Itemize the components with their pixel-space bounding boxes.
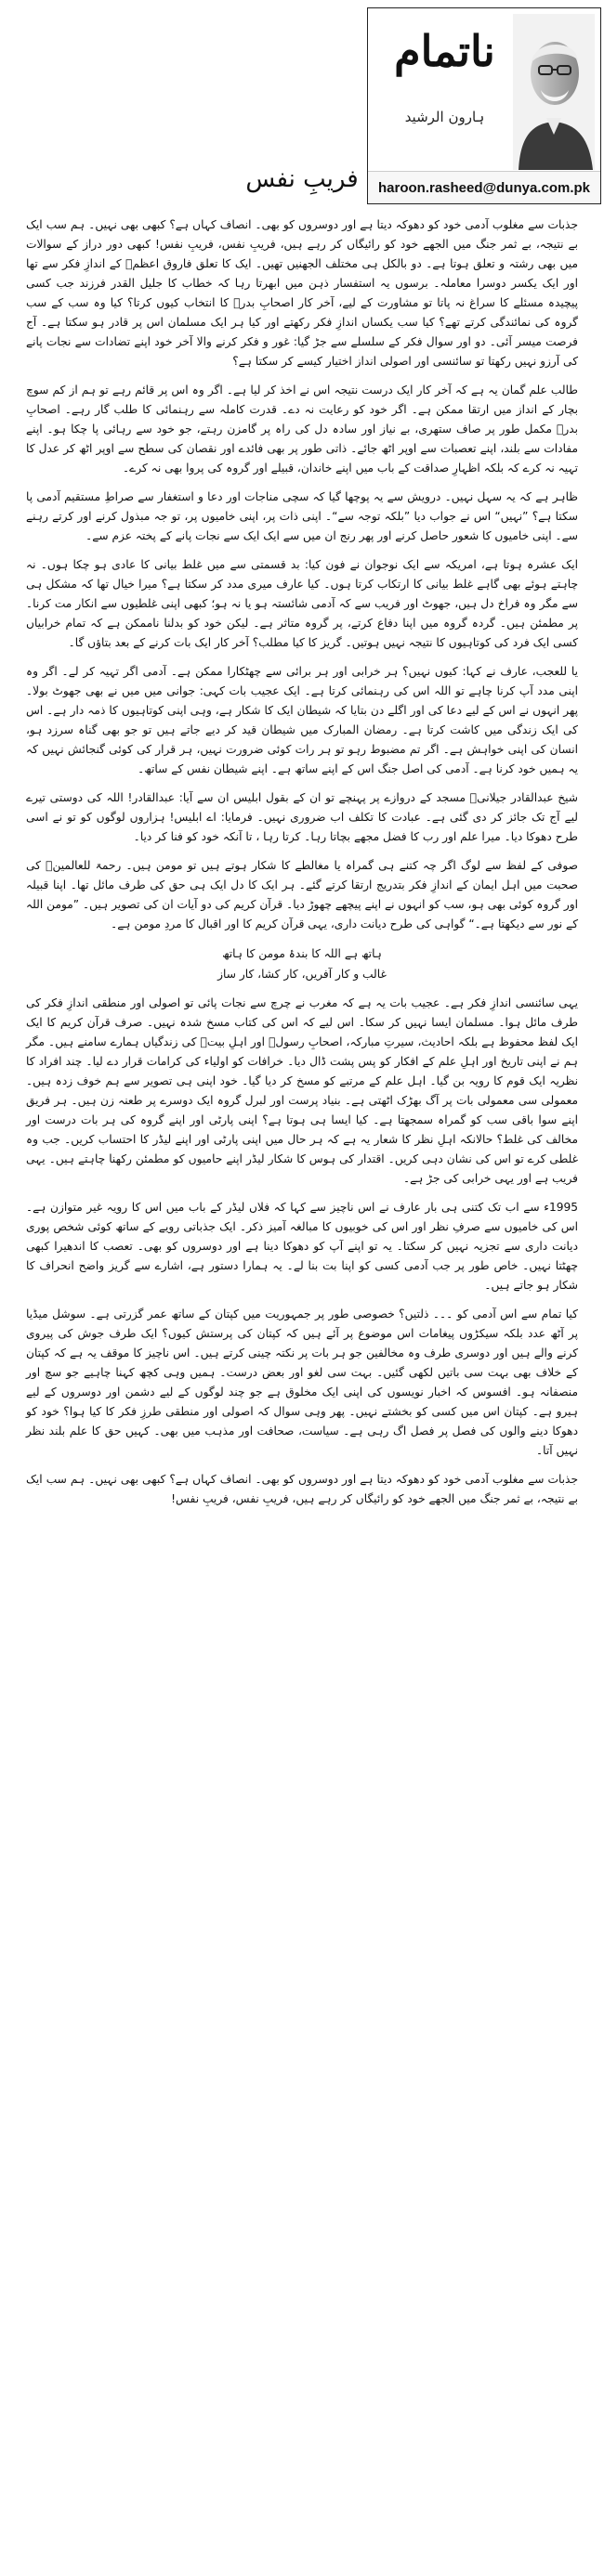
article-paragraph: یا للعجب، عارف نے کہا: کیوں نہیں؟ ہر خرابی اور ہر برائی سے چھٹکارا ممکن ہے۔ آدمی اگر تہیہ کر لے۔ اگر وہ اپنی مدد آپ کرنا چاہے تو اللہ اس کی رہنمائی کرتا ہے۔ ایک عجیب بات کہی: جوانی میں میں نے بھی جھوٹ بولا۔ پھر انہوں نے اس کے لیے دعا کی اور اگلے دن بتایا کہ شیطان ایک کا شکار ہے، وہی اپنی کوتاہیوں کا ذمہ دار ہے۔ اس کی ایک زندگی میں کاشت کرتا ہے۔ رمضان المبارک میں شیطان قید کر دیے جاتے ہیں تو جو بھی گناہ سرزد ہو، انسان کی اپنی خواہش ہے۔ اگر تم مضبوط رہو تو ہر رات کوئی ضرورت نہیں، ہر قرار کی کوئی گنجائش نہیں کہ یہ ہمیں خود کرنا ہے۔ آدمی کی اصل جنگ اس کے اپنے ساتھ ہے۔ اپنے شیطان نفس کے ساتھ۔ — [26, 665, 578, 775]
author-portrait — [513, 14, 595, 170]
couplet-line: غالب و کار آفریں، کار کشا، کار ساز — [217, 968, 387, 981]
column-header — [0, 0, 604, 223]
article-paragraph: کیا تمام سے اس آدمی کو ۔۔۔ ذلتیں؟ خصوصی طور پر جمہوریت میں کپتان کے ساتھ عمر گزرتی ہے۔ سوشل میڈیا پر آٹھ عدد بلکہ سیکڑوں پیغامات اس موضوع پر آئے ہیں کہ کپتان کی پرستش کیوں؟ ایک طرف جوش کی پیروی کرنے والے ہیں اور دوسری طرف وہ مخالفین جو ہر بات پر نکتہ چینی کرتے ہیں۔ اس ناچیز کا موقف یہ ہے کہ کپتان کے خلاف بھی بہت سی باتیں لکھی گئیں۔ بہت سی لغو اور بعض درست۔ ہمیں وہی کچھ کہنا چاہیے جو سچ اور منصفانہ ہو۔ افسوس کہ اخبار نویسوں کی اپنی ایک مخلوق ہے جو چند لوگوں کے لیے دشمن اور دوسروں کے لیے ہیرو ہے۔ کپتان اس میں کسی کو بخشتے نہیں۔ پھر وہی سوال کہ اصولی اور منطقی طرزِ فکر کا کیا ہوا؟ خود کو دھوکا دینے والوں کی فصل پر فصل اگ رہی ہے۔ سیاست، صحافت اور مذہب میں بھی۔ کہیں حق کا علم بلند نظر نہیں آتا۔ — [26, 1308, 578, 1457]
article-paragraph: 1995ء سے اب تک کتنی ہی بار عارف نے اس ناچیز سے کہا کہ فلاں لیڈر کے باب میں اس کا رویہ غیر متوازن ہے۔ اس کی خامیوں سے صرفِ نظر اور اس کی خوبیوں کا مبالغہ آمیز ذکر۔ ایک جذباتی رویے کے ساتھ کوئی شخص پوری دیانت داری سے تجزیہ نہیں کر سکتا۔ یہ تو اپنے آپ کو دھوکا دینا ہے اور دوسروں کو بھی۔ تعصب کا اندھیرا کبھی چھٹتا نہیں۔ خاص طور پر جب آدمی کسی کو اپنا بت بنا لے۔ یہ ہمارا دستور ہے، اشارے سے گریز واضح انحراف کا شکار ہو جاتے ہیں۔ — [26, 1201, 578, 1292]
article-closing-paragraph: جذبات سے مغلوب آدمی خود کو دھوکہ دیتا ہے اور دوسروں کو بھی۔ انصاف کہاں ہے؟ کبھی بھی نہیں۔ ہم سب ایک بے نتیجہ، بے ثمر جنگ میں الجھے خود کو رائیگاں کر رہے ہیں، فریبِ نفس، فریبِ نفس! — [26, 1473, 578, 1505]
author-name: ہارون الرشید — [404, 109, 485, 125]
article-paragraph: یہی سائنسی اندازِ فکر ہے۔ عجیب بات یہ ہے کہ مغرب نے چرچ سے نجات پائی تو اصولی اور منطقی اندازِ فکر کی طرف مائل ہوا۔ مسلمان ایسا نہیں کر سکا۔ اس لیے کہ اس کی کتاب مسخ شدہ نہیں۔ صرف قرآن کریم کا ایک ایک لفظ محفوظ ہے بلکہ احادیث، سیرتِ مبارکہ، اصحابِ رسولؐ اور اہلِ بیتؓ کی زندگیاں ہمارے سامنے ہیں۔ مگر ہم نے اپنی تاریخ اور اہلِ علم کے افکار کو پس پشت ڈال دیا۔ خرافات کو اولیاء کی کرامات قرار دے لیا۔ چند افراد کا نظریہ ایک قوم کا رویہ بن گیا۔ اہل علم کے مرتبے کو مسخ کر دیا گیا۔ خود اپنی ہی تصویر سے ہم خوف زدہ ہیں۔ معمولی سی معمولی بات پر آگ بھڑک اٹھتی ہے۔ بنیاد پرست اور لبرل گروہ ایک دوسرے پر طعنہ زن ہیں۔ ہر فریق اپنے سوا باقی سب کو گمراہ سمجھتا ہے۔ کیا ایسا ہی ہوتا ہے؟ اپنی پارٹی اور اپنے گروہ کی ہر بات درست اور مخالف کی غلط؟ حالانکہ اہلِ نظر کا شعار یہ ہے کہ ہر حال میں اپنی پارٹی اور اپنے لیڈر کا احتساب کریں۔ جب وہ غلطی کرے تو اس کی نشان دہی کریں۔ اقتدار کی ہوس کا شکار لیڈر اپنے حامیوں کو مطمئن رکھنا چاہتے ہیں۔ یہی فریب ہے اور یہی خرابی کی جڑ ہے۔ — [26, 996, 578, 1185]
article-paragraph: صوفی کے لفظ سے لوگ اگر چہ کتنے ہی گمراہ یا مغالطے کا شکار ہوتے ہیں تو مومن ہیں۔ رحمۃ للعالمینؐ کی صحبت میں اہل ایمان کے اندازِ فکر بتدریج ارتقا کرتے گئے۔ ہر ایک کا دل ایک ہی حق کی طرف مائل تھا۔ اپنا قبیلہ اور گروہ کوئی بھی ہو، سب کو انہوں نے اپنے پیچھے چھوڑ دیا۔ قرآن کریم کی دو آیات ان کی تصویر ہیں۔ ”مومن اللہ کے نور سے دیکھتا ہے۔“ گواہی کی طرح دیانت داری، یہی قرآن کریم کا اور اقبال کا مردِ مومن ہے۔ — [26, 859, 578, 930]
poetry-couplet — [26, 943, 578, 984]
author-email[interactable]: haroon.rasheed@dunya.com.pk — [368, 171, 600, 203]
article-paragraph: ظاہر ہے کہ یہ سہل نہیں۔ درویش سے یہ پوچھا گیا کہ سچی مناجات اور دعا و استغفار سے صراطِ مستقیم آدمی پا سکتا ہے؟ ”نہیں“ اس نے جواب دیا ”بلکہ توجہ سے“۔ اپنی ذات پر، اپنی خامیوں پر، تو جہ مبذول کرنے اور کرتے رہنے سے۔ اپنی خامیوں کا شعور حاصل کرنے اور پھر رنج ان میں سے ایک ایک سے نجات پانے کے پختہ عزم سے۔ — [26, 490, 578, 542]
article-paragraph: طالب علم گمان یہ ہے کہ آخر کار ایک درست نتیجہ اس نے اخذ کر لیا ہے۔ اگر وہ اس پر قائم رہے تو ہم از کم سوچ بچار کے انداز میں ارتقا ممکن ہے۔ اگر خود کو رعایت نہ دے۔ قدرت کاملہ سے رہنمائی کا طلب گار رہے۔ اصحابِ بدرؓ مکمل طور پر صاف ستھری، بے نیاز اور سادہ دل کی راہ پر گامزن رہتے، جو خود سے رہائی پا چکا ہو۔ اپنے مفادات سے بلند، اپنے تعصبات سے اوپر اٹھ جائے۔ ذاتی طور پر بھی فائدے اور نقصان کی سطح سے اوپر اٹھ کر عدل کا تہیہ نہ کرے کہ بلکہ اظہارِ صداقت کے باب میں اپنے خاندان، قبیلے اور گروہ کی پروا بھی نہ کرے۔ — [26, 384, 578, 475]
article-paragraph: جذبات سے مغلوب آدمی خود کو دھوکہ دیتا ہے اور دوسروں کو بھی۔ انصاف کہاں ہے؟ کبھی بھی نہیں۔ ہم سب ایک بے نتیجہ، بے ثمر جنگ میں الجھے خود کو رائیگاں کر رہے ہیں، فریبِ نفس، فریبِ نفس! کبھی دور دراز کے سوالات میں بھی رشتہ و تعلق ہوتا ہے۔ دو بالکل ہی مختلف الجھنیں تھیں۔ ایک کا تعلق فاروق اعظمؓ کے اندازِ فکر سے تھا اور ایک یکسر دوسرا معاملہ۔ برسوں یہ استفسار ذہن میں ابھرتا رہا کہ خطاب کا جلیل القدر فرزند جب کسی پیچیدہ مسئلے کا سراغ نہ پاتا تو مشاورت کے لیے، آخر کار اصحابِ بدرؓ کا انتخاب کیوں کرتا؟ کیا وہ سب کے سب گروہ کی نمائندگی کرتے تھے؟ کیا سب یکساں اندازِ فکر رکھتے اور کیا ہر ایک مسلمان اس پر قادر ہو سکتا ہے۔ آج فرصت میسر آئی۔ دو اور سوال فکر کے سلسلے سے جڑ گیا: غور و فکر کرنے والا آخر خود اپنے تضادات سے نجات پانے کی آرزو نہیں رکھتا تو سائنسی اور اصولی انداز اختیار کیسے کر سکتا ہے؟ — [26, 218, 578, 368]
article-headline: فریبِ نفس — [245, 165, 359, 193]
article-paragraph: ایک عشرہ ہوتا ہے، امریکہ سے ایک نوجوان نے فون کیا: بد قسمتی سے میں غلط بیانی کا عادی ہو چکا ہوں۔ نہ چاہتے ہوئے بھی گاہے غلط بیانی کا ارتکاب کرتا ہوں۔ کیا عارف میری مدد کر سکتا ہے؟ میرا خیال تھا کہ مشکل ہی سے مگر وہ فراخ دل ہیں، جھوٹ اور فریب سے کہ آدمی شائستہ ہو یا نہ ہو؛ کبھی اپنی غلطیوں سے انکار مت کرنا۔ پر مطمئن ہیں۔ گردہ گروہ میں اپنا دفاع کرتے، پر گروہ متاثر ہے۔ لیکن خود کو بدلنا ناممکن ہے کہ تمام خرابیاں کسی ایک فرد کی کوتاہیوں کا نتیجہ نہیں ہوتیں۔ گریز کا کیا مطلب؟ آخر کار ایک بات کرنے کے بعد بتاؤں گا۔ — [26, 558, 578, 649]
article-paragraph: شیخ عبدالقادر جیلانیؒ مسجد کے دروازے پر پہنچے تو ان کے بقول ابلیس ان سے آیا: عبدالقادر! اللہ کی دوستی تیرے لیے آج تک جائز کر دی گئی ہے۔ عبادت کا تکلف اب ضروری نہیں۔ فرمایا: اے ابلیس! ہزاروں لوگوں کو تو نے اسی طرح دھوکا دیا۔ میرا علم اور رب کا فضل مجھے بچاتا رہا۔ کرتا رہا ، تا آنکہ خود کو فنا کر دیا۔ — [26, 791, 578, 843]
couplet-line: ہاتھ ہے اللہ کا بندۂ مومن کا ہاتھ — [222, 947, 382, 960]
article-body — [26, 215, 578, 1518]
column-title: ناتمام — [394, 26, 495, 76]
